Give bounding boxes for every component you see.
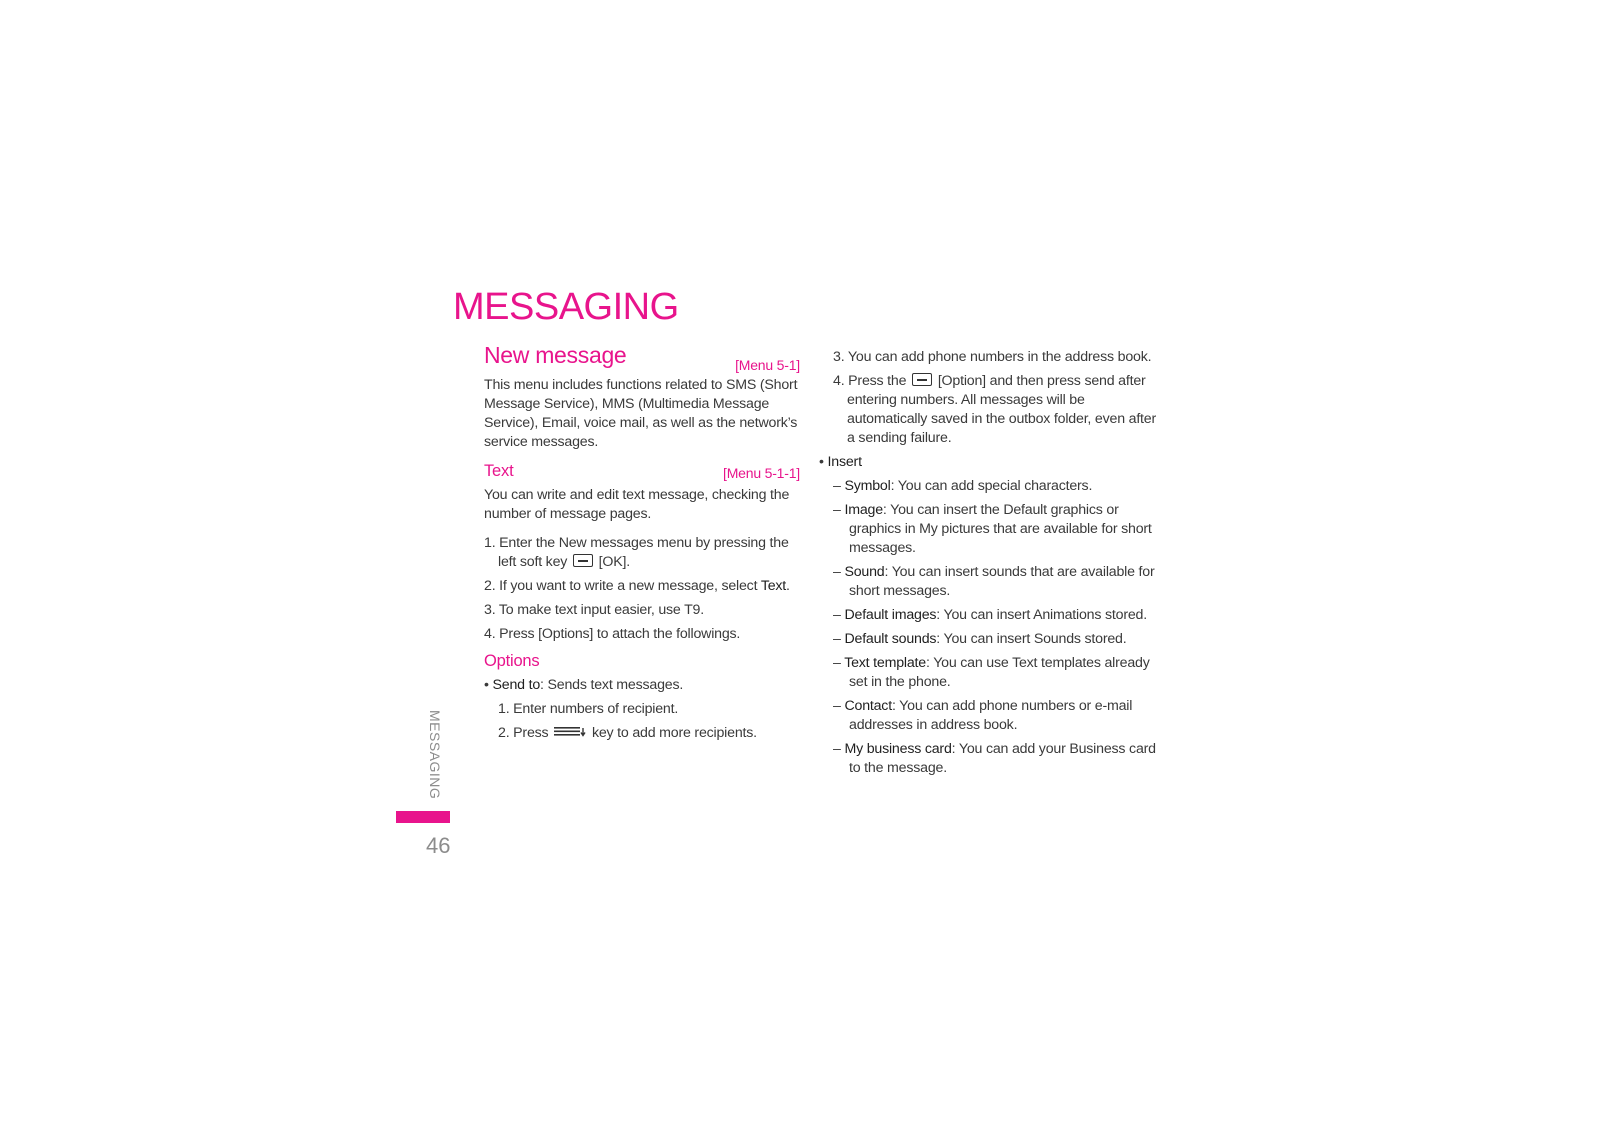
step-1: 1. Enter the New messages menu by pressing the left soft key [OK].: [484, 535, 789, 570]
soft-key-icon: [912, 373, 932, 386]
side-tab-label: MESSAGING: [427, 710, 443, 800]
soft-key-icon: [573, 554, 593, 567]
insert-item: – Default images: You can insert Animations stored.: [833, 607, 1147, 623]
term: Default images: [844, 607, 937, 623]
term: Sound: [844, 564, 885, 580]
step-4-option: 4. Press the [Option] and then press send after entering numbers. All messages will be automatically saved in the outbox folder, even after a sending failure.: [833, 373, 1157, 446]
insert-item: – Contact: You can add phone numbers or e-mail addresses in address book.: [833, 698, 1133, 733]
insert-list: [819, 453, 1163, 472]
section-marker-bar: [396, 811, 450, 823]
intro-paragraph: This menu includes functions related to SMS (Short Message Service), MMS (Multimedia Message Service), Email, voice mail, as well as the network’s service messages.: [484, 377, 798, 450]
term: Text template: [844, 655, 926, 671]
step-2: 2. If you want to write a new message, select Text.: [484, 578, 790, 594]
step-4: 4. Press [Options] to attach the followings.: [484, 626, 741, 642]
send-to-steps: [484, 700, 800, 743]
page-number: 46: [426, 833, 451, 858]
navigation-key-icon: [554, 726, 586, 738]
right-column: [819, 348, 1163, 783]
term: Insert: [827, 454, 862, 470]
term: Symbol: [844, 478, 891, 494]
text-steps-list: [484, 534, 800, 644]
side-section-tab: [427, 710, 447, 805]
term: My business card: [844, 741, 952, 757]
insert-item: – Sound: You can insert sounds that are available for short messages.: [833, 564, 1155, 599]
text-subheading: [484, 462, 800, 486]
insert-item: – Symbol: You can add special characters.: [833, 478, 1093, 494]
bullet: •: [819, 454, 824, 470]
options-list: [484, 676, 800, 695]
step-3-address-book: 3. You can add phone numbers in the address book.: [833, 349, 1152, 365]
insert-items: [833, 477, 1163, 778]
page-title: MESSAGING: [453, 286, 679, 328]
option-insert: [819, 453, 1163, 472]
term: Image: [844, 502, 883, 518]
term: Contact: [844, 698, 892, 714]
term: Send to: [492, 677, 541, 693]
term: Text: [760, 578, 787, 594]
insert-item: – Default sounds: You can insert Sounds stored.: [833, 631, 1127, 647]
text-intro-paragraph: You can write and edit text message, checking the number of message pages.: [484, 487, 790, 522]
section-title: New message: [484, 342, 627, 368]
submenu-reference: [Menu 5-1-1]: [723, 465, 800, 481]
options-heading: Options: [484, 652, 540, 670]
left-column: [484, 342, 800, 748]
menu-reference: [Menu 5-1]: [735, 357, 800, 373]
step-3: 3. To make text input easier, use T9.: [484, 602, 704, 618]
insert-item: – Image: You can insert the Default graphics or graphics in My pictures that are available for short messages.: [833, 502, 1152, 556]
send-step-1: 1. Enter numbers of recipient.: [498, 701, 679, 717]
insert-item: – Text template: You can use Text templates already set in the phone.: [833, 655, 1150, 690]
subsection-title: Text: [484, 462, 514, 480]
insert-item: – My business card: You can add your Business card to the message.: [833, 741, 1156, 776]
term: Default sounds: [844, 631, 937, 647]
bullet: •: [484, 677, 489, 693]
new-message-heading: [484, 342, 800, 376]
send-step-2: 2. Press key to add more recipients.: [498, 725, 757, 741]
option-send-to: • Send to: Sends text messages.: [484, 677, 684, 693]
continued-steps: [833, 348, 1163, 448]
